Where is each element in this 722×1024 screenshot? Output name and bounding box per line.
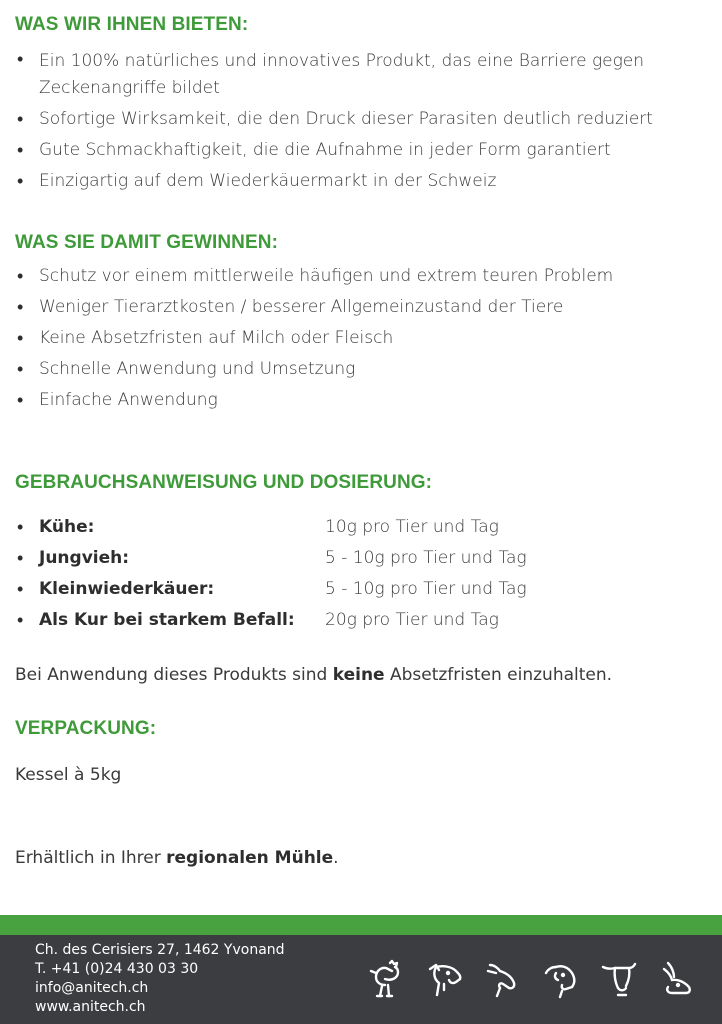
footer-green-bar: [0, 915, 722, 935]
offer-heading: WAS WIR IHNEN BIETEN:: [15, 14, 249, 35]
list-item: • Einfache Anwendung: [15, 385, 715, 416]
list-item: • Sofortige Wirksamkeit, die den Druck dieser Parasiten deutlich reduziert: [15, 104, 715, 135]
goat-icon: [484, 959, 522, 1001]
dosage-row: [15, 574, 715, 605]
chicken-icon: [368, 959, 406, 1001]
dosage-label: • Kühe:: [39, 517, 95, 537]
animal-icons: [368, 959, 696, 1001]
dosage-row: [15, 512, 715, 543]
availability-note: [15, 848, 339, 868]
dosage-list: [15, 512, 715, 636]
list-item: • Weniger Tierarztkosten / besserer Allgemeinzustand der Tiere: [15, 292, 715, 323]
offer-list: [15, 46, 715, 197]
list-item: • Gute Schmackhaftigkeit, die die Aufnahme in jeder Form garantiert: [15, 135, 715, 166]
dosage-value: 20g pro Tier und Tag: [325, 610, 499, 630]
sheep-icon: [542, 959, 580, 1001]
contact-block: [35, 941, 285, 1017]
note-text: Bei Anwendung dieses Produkts sind: [15, 665, 333, 685]
list-item: • Schnelle Anwendung und Umsetzung: [15, 354, 715, 385]
withdrawal-note: [15, 665, 612, 685]
pig-icon: [426, 959, 464, 1001]
dosage-value: 5 - 10g pro Tier und Tag: [325, 579, 527, 599]
list-item: • Ein 100% natürliches und innovatives Produkt, das eine Barriere gegen Zeckenangriffe bildet: [15, 46, 715, 104]
availability-text: Erhältlich in Ihrer: [15, 848, 167, 868]
cow-icon: [600, 959, 638, 1001]
list-item: • Schutz vor einem mittlerweile häufigen und extrem teuren Problem: [15, 261, 715, 292]
gain-list: [15, 261, 715, 416]
dosage-label: • Kleinwiederkäuer:: [39, 579, 215, 599]
availability-bold: regionalen Mühle: [166, 848, 334, 868]
website-link[interactable]: www.anitech.ch: [35, 999, 146, 1015]
dosage-row: [15, 605, 715, 636]
gain-heading: WAS SIE DAMIT GEWINNEN:: [15, 232, 279, 253]
rabbit-icon: [658, 959, 696, 1001]
list-item: • Einzigartig auf dem Wiederkäuermarkt in der Schweiz: [15, 166, 715, 197]
phone: T. +41 (0)24 430 03 30: [35, 961, 199, 977]
footer: [0, 935, 722, 1024]
dosage-row: [15, 543, 715, 574]
dosage-value: 5 - 10g pro Tier und Tag: [325, 548, 527, 568]
dosage-value: 10g pro Tier und Tag: [325, 517, 499, 537]
email-link[interactable]: info@anitech.ch: [35, 980, 149, 996]
note-text-end: Absetzfristen einzuhalten.: [384, 665, 613, 685]
address: Ch. des Cerisiers 27, 1462 Yvonand: [35, 942, 285, 958]
list-item: • Keine Absetzfristen auf Milch oder Fleisch: [15, 323, 715, 354]
dosage-label: • Jungvieh:: [39, 548, 130, 568]
note-bold: keine: [332, 665, 385, 685]
availability-end: .: [333, 848, 339, 868]
packaging-heading: VERPACKUNG:: [15, 718, 157, 739]
dosage-label: • Als Kur bei starkem Befall:: [39, 610, 295, 630]
packaging-text: Kessel à 5kg: [15, 765, 122, 785]
dosage-heading: GEBRAUCHSANWEISUNG UND DOSIERUNG:: [15, 472, 433, 493]
